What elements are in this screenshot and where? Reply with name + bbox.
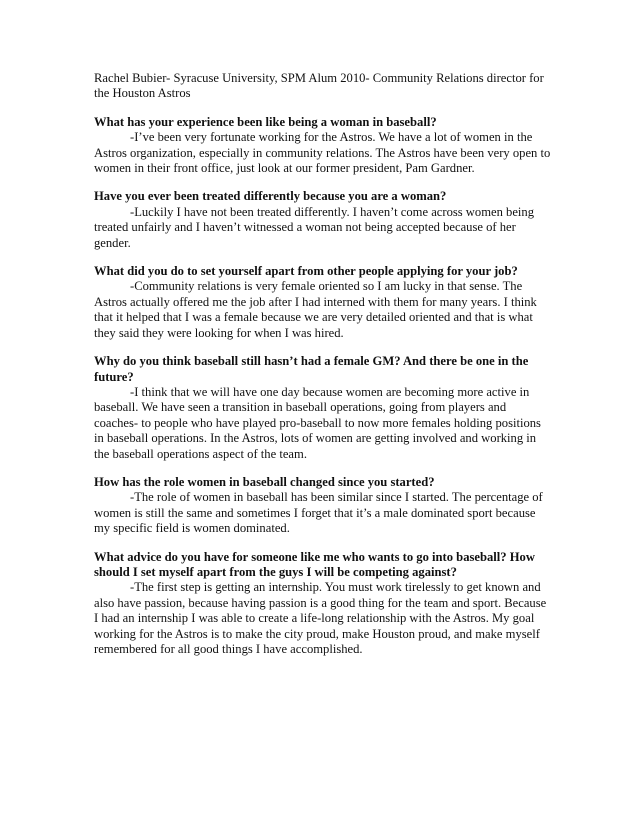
answer-paragraph: -Luckily I have not been treated differently. I haven’t come across women being treated unfairly and I haven’t witnessed a woman not being accepted because of her gender. — [94, 204, 535, 250]
question-heading: What advice do you have for someone like me who wants to go into baseball? How should I set myself apart from the guys I will be competing against? — [94, 549, 535, 579]
qa-block — [94, 550, 552, 658]
answer-paragraph: -Community relations is very female oriented so I am lucky in that sense. The Astros actually offered me the job after I had interned with them for many years. I think that it helped that I was a female because we are very detailed oriented and that is what they said they were looking for when I was hired. — [94, 279, 537, 340]
qa-block — [94, 264, 552, 341]
qa-block — [94, 115, 552, 177]
qa-block — [94, 189, 552, 251]
question-heading: What did you do to set yourself apart from other people applying for your job? — [94, 264, 518, 279]
answer-paragraph: -The first step is getting an internship. You must work tirelessly to get known and also have passion, because having passion is a good thing for the team and sport. Because I had an internship I was able to create a life-long relationship with the Astros. My goal working for the Astros is to make the city proud, make Houston proud, and make myself remembered for all good things I have accomplished. — [94, 580, 547, 656]
answer-paragraph: -I think that we will have one day because women are becoming more active in baseball. We have seen a transition in baseball operations, going from players and coaches- to people who have played pro-baseball to now more females holding positions in baseball operations. In the Astros, lots of women are getting involved and working in the baseball operations aspect of the team. — [94, 384, 541, 461]
intro-line: Rachel Bubier- Syracuse University, SPM Alum 2010- Community Relations director for the Houston Astros — [94, 71, 544, 101]
question-heading: Have you ever been treated differently because you are a woman? — [94, 189, 447, 204]
answer-paragraph: -I’ve been very fortunate working for the Astros. We have a lot of women in the Astros organization, especially in community relations. The Astros have been very open to women in their front office, just look at our former president, Pam Gardner. — [94, 130, 551, 176]
question-heading: How has the role women in baseball changed since you started? — [94, 474, 435, 489]
document-page — [94, 71, 552, 670]
qa-block — [94, 354, 552, 462]
question-heading: What has your experience been like being a woman in baseball? — [94, 114, 437, 129]
qa-block — [94, 475, 552, 537]
question-heading: Why do you think baseball still hasn’t had a female GM? And there be one in the future? — [94, 354, 529, 384]
answer-paragraph: -The role of women in baseball has been similar since I started. The percentage of women is still the same and sometimes I forget that it’s a male dominated sport because my specific field is women dominated. — [94, 490, 543, 536]
